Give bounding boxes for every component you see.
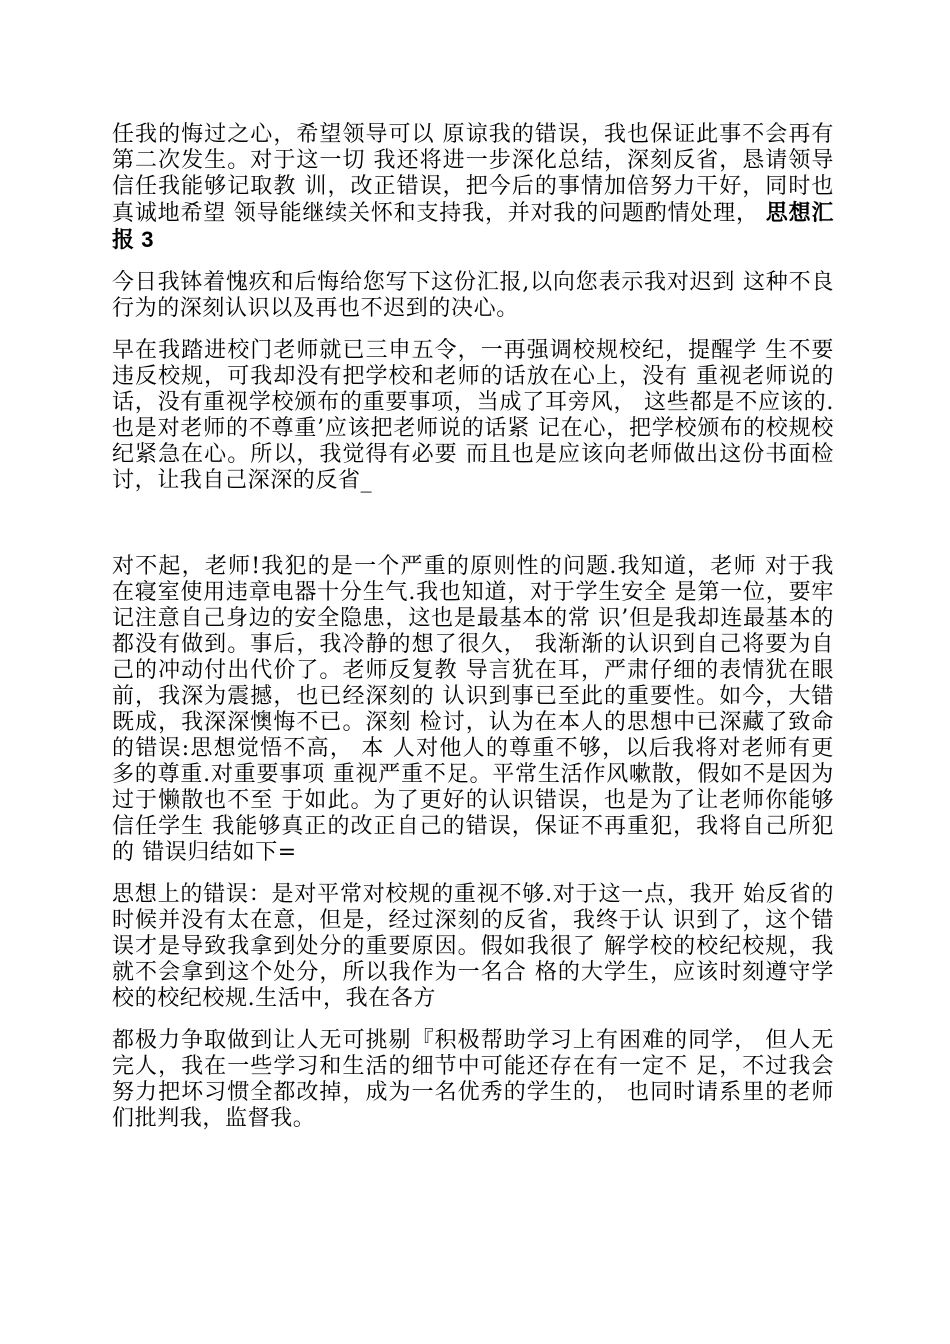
paragraph-5: 思想上的错误：是对平常对校规的重视不够.对于这一点，我开 始反省的时候并没有太在意，但是，经过深刻的反省，我终于认 识到了，这个错误才是导致我拿到处分的重要原因。假如我很了 解学校的校纪校规，我就不会拿到这个处分，所以我作为一名合 格的大学生，应该时刻遵守学校的校纪校规.生活中，我在各方 [112, 882, 834, 1011]
document-page [112, 122, 834, 1132]
paragraph-gap [112, 866, 834, 882]
paragraph-1 [112, 122, 834, 254]
paragraph-6: 都极力争取做到让人无可挑剔『积极帮助学习上有困难的同学， 但人无完人，我在一些学习和生活的细节中可能还存在有一定不 足，不过我会努力把坏习惯全都改掉，成为一名优秀的学生的， 也同时请系里的老师们批判我，监督我。 [112, 1028, 834, 1131]
paragraph-gap [112, 1012, 834, 1028]
paragraph-4: 对不起，老师!我犯的是一个严重的原则性的问题.我知道，老师 对于我在寝室使用违章电器十分生气.我也知道，对于学生安全 是第一位，要牢记注意自己身边的安全隐患，这也是最基本的常 识’但是我却连最基本的都没有做到。事后，我冷静的想了很久， 我渐渐的认识到自己将要为自己的冲动付出代价了。老师反复教 导言犹在耳，严肃仔细的表情犹在眼前，我深为震撼，也已经深刻的 认识到事已至此的重要性。如今，大错既成，我深深懊悔不已。深刻 检讨，认为在本人的思想中已深藏了致命的错误:思想觉悟不高， 本 人对他人的尊重不够，以后我将对老师有更多的尊重.对重要事项 重视严重不足。平常生活作风嗽散，假如不是因为过于懒散也不至 于如此。为了更好的认识错误，也是为了让老师你能够信任学生 我能够真正的改正自己的错误，保证不再重犯，我将自己所犯的 错误归结如下= [112, 554, 834, 865]
paragraph-3: 早在我踏进校门老师就已三申五令，一再强调校规校纪，提醒学 生不要违反校规，可我却没有把学校和老师的话放在心上，没有 重视老师说的话，没有重视学校颁布的重要事项，当成了耳旁风， 这些都是不应该的.也是对老师的不尊重’应该把老师说的话紧 记在心，把学校颁布的校规校纪紧急在心。所以，我觉得有必要 而且也是应该向老师做出这份书面检讨，让我自己深深的反省_ [112, 338, 834, 493]
paragraph-2: 今日我钵着愧疚和后悔给您写下这份汇报,以向您表示我对迟到 这种不良行为的深刻认识以及再也不迟到的决心。 [112, 270, 834, 321]
section-gap [112, 494, 834, 554]
paragraph-1-text: 任我的悔过之心，希望领导可以 原谅我的错误，我也保证此事不会再有第二次发生。对于这一切 我还将进一步深化总结，深刻反省，恳请领导信任我能够记取教 训，改正错误，把今后的事情加倍努力干好，同时也真诚地希望 领导能继续关怀和支持我，并对我的问题酌情处理， [112, 122, 834, 226]
paragraph-gap [112, 254, 834, 270]
report-heading: 思想汇报 3 [112, 200, 834, 252]
paragraph-gap [112, 322, 834, 338]
